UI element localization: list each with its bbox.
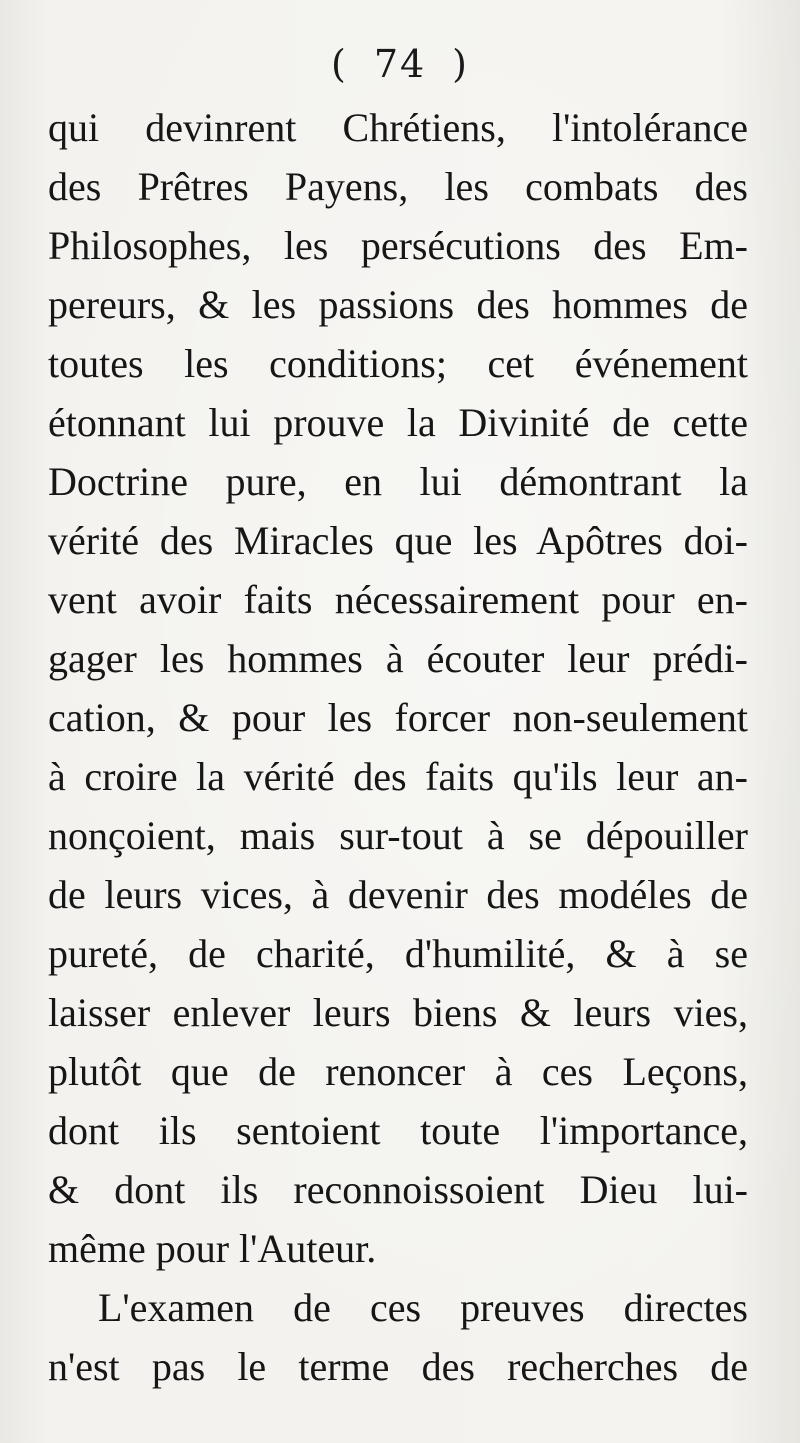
text-line: cation, & pour les forcer non-seulement bbox=[48, 695, 748, 740]
text-line: laisser enlever leurs biens & leurs vies, bbox=[48, 990, 748, 1035]
text-line: des Prêtres Payens, les combats des bbox=[48, 164, 748, 209]
text-line: & dont ils reconnoissoient Dieu lui- bbox=[48, 1167, 748, 1212]
text-line-paragraph-end: même pour l'Auteur. bbox=[48, 1226, 377, 1271]
text-line: vérité des Miracles que les Apôtres doi- bbox=[48, 518, 748, 563]
text-line: à croire la vérité des faits qu'ils leur an- bbox=[48, 754, 748, 799]
open-paren: ( bbox=[330, 42, 348, 86]
page-number: 74 bbox=[373, 42, 427, 86]
body-text bbox=[48, 98, 748, 1396]
text-line: Doctrine pure, en lui démontrant la bbox=[48, 459, 748, 504]
text-line: qui devinrent Chrétiens, l'intolérance bbox=[48, 105, 748, 150]
text-line: pureté, de charité, d'humilité, & à se bbox=[48, 931, 748, 976]
text-line: nonçoient, mais sur-tout à se dépouiller bbox=[48, 813, 748, 858]
text-line: toutes les conditions; cet événement bbox=[48, 341, 748, 386]
text-line: plutôt que de renoncer à ces Leçons, bbox=[48, 1049, 748, 1094]
page-header bbox=[0, 42, 800, 86]
text-line-paragraph-start: L'examen de ces preuves directes bbox=[98, 1285, 748, 1330]
text-line: de leurs vices, à devenir des modéles de bbox=[48, 872, 748, 917]
text-line: dont ils sentoient toute l'importance, bbox=[48, 1108, 748, 1153]
text-line: pereurs, & les passions des hommes de bbox=[48, 282, 748, 327]
text-line: étonnant lui prouve la Divinité de cette bbox=[48, 400, 748, 445]
text-line: n'est pas le terme des recherches de bbox=[48, 1344, 748, 1389]
text-line: vent avoir faits nécessairement pour en- bbox=[48, 577, 748, 622]
text-line: gager les hommes à écouter leur prédi- bbox=[48, 636, 748, 681]
text-line: Philosophes, les persécutions des Em- bbox=[48, 223, 748, 268]
close-paren: ) bbox=[452, 42, 469, 86]
